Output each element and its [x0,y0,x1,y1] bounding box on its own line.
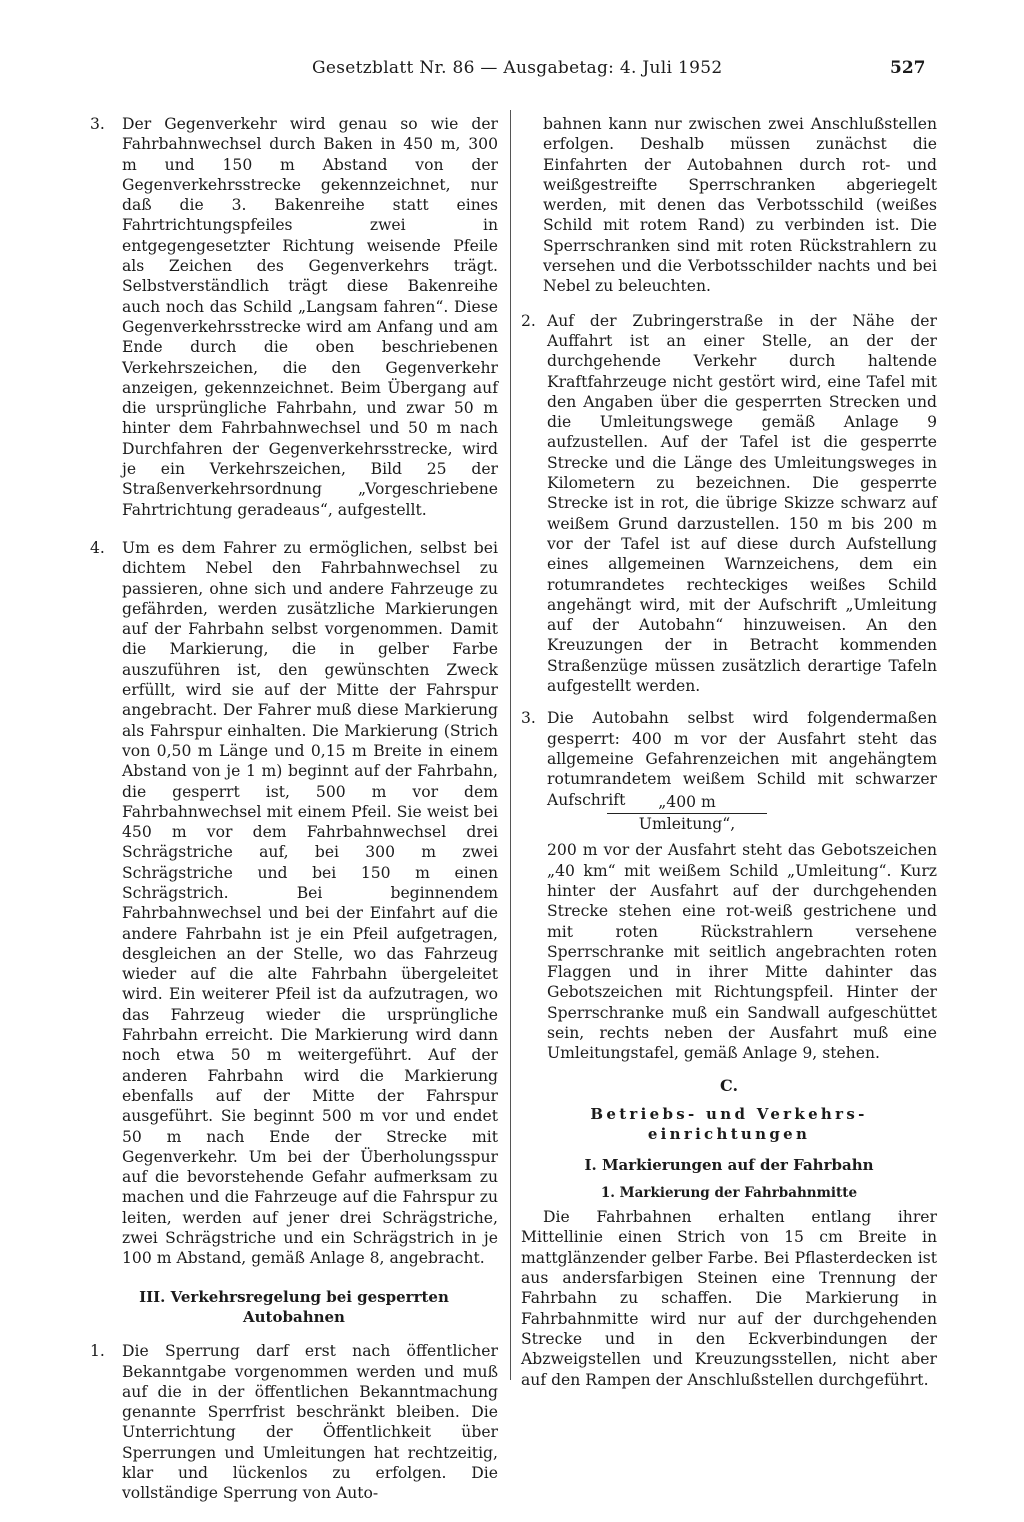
list-item-3 [521,708,937,1063]
list-item-1-continued [521,114,937,297]
inscription-top: „400 m [607,792,767,814]
section-c-title-line1: Betriebs- und Verkehrs- [590,1104,868,1123]
item-number: 3. [90,115,105,133]
list-item-1 [90,1341,498,1503]
inscription-bottom: Umleitung“, [638,815,736,834]
right-column [521,114,937,1390]
gazette-title: Gesetzblatt Nr. 86 — Ausgabetag: 4. Juli 1952 [312,58,723,78]
subsection-heading-1: 1. Markierung der Fahrbahnmitte [600,1184,858,1201]
item-text: Die Sperrung darf erst nach öffentlicher Bekanntgabe vorgenommen werden und muß auf die in der öffentlichen Bekanntmachung genannte Sperrfrist beschränkt bleiben. Die Unterrichtung der Öffentlichkeit über Sperrungen und Umleitungen hat rechtzeitig, klar und lückenlos zu erfolgen. Die vollständige Sperrung von Auto- [122,1342,498,1503]
item-text: Der Gegenverkehr wird genau so wie der Fahrbahnwechsel durch Baken in 450 m, 300 m und 150 m Abstand von der Gegenverkehrsstrecke gekennzeichnet, nur daß die 3. Bakenreihe statt eines Fahrtrichtungspfeiles zwei in entgegengesetzter Richtung weisende Pfeile als Zeichen des Gegenverkehrs trägt. Selbstverständlich trägt diese Bakenreihe auch noch das Schild „Langsam fahren“. Diese Gegenverkehrsstrecke wird am Anfang und am Ende durch die oben beschriebenen Verkehrszeichen, die den Gegenverkehr anzeigen, gekennzeichnet. Beim Übergang auf die ursprüngliche Fahrbahn, und zwar 50 m hinter dem Fahrbahnwechsel und 50 m nach Durchfahren der Gegenverkehrsstrecke, wird je ein Verkehrszeichen, Bild 25 der Straßenverkehrsordnung „Vorgeschriebene Fahrtrichtung geradeaus“, aufgestellt. [122,115,498,519]
item-number: 4. [90,538,105,557]
section-heading-III: III. Verkehrsregelung bei gesperrten Autobahnen [139,1287,449,1326]
section-c-title-line2: einrichtungen [647,1125,811,1144]
section-letter-c: C. [719,1075,739,1095]
page-header [0,58,1024,86]
list-item-4 [90,538,498,1269]
sign-inscription [607,792,767,835]
item-text: Um es dem Fahrer zu ermöglichen, selbst bei dichtem Nebel den Fahrbahnwechsel zu passieren, ohne sich und andere Fahrzeuge zu gefährden, werden zusätzliche Markierungen auf der Fahrbahn selbst vorgenommen. Damit die Markierung, die in gelber Farbe auszuführen ist, den gewünschten Zweck erfüllt, wird sie auf der Mitte der Fahrspur angebracht. Der Fahrer muß diese Markierung als Fahrspur einhalten. Die Markierung (Strich von 0,50 m Länge und 0,15 m Breite in einem Abstand von je 1 m) beginnt auf der Fahrbahn, die gesperrt ist, 500 m vor dem Fahrbahnwechsel mit einem Pfeil. Sie weist bei 450 m vor dem Fahrbahnwechsel drei Schrägstriche auf, bei 300 m zwei Schrägstriche und bei 150 m einen Schrägstrich. Bei beginnendem Fahrbahnwechsel und bei der Einfahrt auf die andere Fahrbahn ist je ein Pfeil aufgetragen, desgleichen an der Stelle, wo das Fahrzeug wieder auf die alte Fahrbahn übergeleitet wird. Ein weiterer Pfeil ist da aufzutragen, wo das Fahrzeug wieder die ursprüngliche Fahrbahn erreicht. Die Markierung wird dann noch etwa 50 m weitergeführt. Auf der anderen Fahrbahn wird die Markierung ebenfalls auf der Mitte der Fahrspur ausgeführt. Sie beginnt 500 m vor und endet 50 m nach Ende der Strecke mit Gegenverkehr. Um bei der Überholungsspur auf die bevorstehende Gefahr aufmerksam zu machen und die Fahrzeuge auf die Fahrspur zu leiten, werden auf jener drei Schrägstriche, zwei Schrägstriche und ein Schrägstrich in je 100 m Abstand, gemäß Anlage 8, angebracht. [122,538,498,1268]
subsection-heading-I: I. Markierungen auf der Fahrbahn [584,1155,874,1174]
left-column [90,114,498,1522]
list-item-2 [521,311,937,697]
item-text: bahnen kann nur zwischen zwei Anschlußstellen erfolgen. Deshalb müssen zunächst die Einfahrten der Autobahnen durch rot- und weißgestreifte Sperrschranken abgeriegelt werden, mit denen das Verbotsschild (weißes Schild mit rotem Rand) zu verbinden ist. Die Sperrschranken sind mit roten Rückstrahlern zu versehen und die Verbotsschilder nachts und bei Nebel zu beleuchten. [543,115,937,296]
column-divider [510,110,511,1380]
item-text-a: Die Autobahn selbst wird folgendermaßen gesperrt: 400 m vor der Ausfahrt steht das allgemeine Gefahrenzeichen mit angehängtem rotumrandetem weißem Schild mit schwarzer Aufschrift [547,709,937,809]
page-number: 527 [890,58,926,78]
item-number: 1. [90,1342,105,1361]
item-text-b: 200 m vor der Ausfahrt steht das Gebotszeichen „40 km“ mit weißem Schild „Umleitung“. Kurz hinter der Ausfahrt auf der durchgehenden Strecke stehen eine rot-weiß gestrichene und mit roten Rückstrahlern versehene Sperrschranke mit seitlich angebrachten roten Flaggen und in ihrer Mitte dahinter das Gebotszeichen mit Richtungspfeil. Hinter der Sperrschranke muß ein Sandwall aufgeschüttet sein, rechts neben der Ausfahrt muß eine Umleitungstafel, gemäß Anlage 9, stehen. [547,841,937,1063]
list-item-3 [90,114,498,520]
item-number: 2. [521,311,536,330]
item-number: 3. [521,709,536,728]
paragraph: Die Fahrbahnen erhalten entlang ihrer Mittellinie einen Strich von 15 cm Breite in mattglänzender gelber Farbe. Bei Pflasterdecken ist aus andersfarbigen Steinen eine Trennung der Fahrbahn zu schaffen. Die Markierung in Fahrbahnmitte wird nur auf der durchgehenden Strecke und in den Eckverbindungen der Abzweigstellen und Kreuzungsstellen, nicht aber auf den Rampen der Anschlußstellen durchgeführt. [521,1208,937,1389]
item-text: Auf der Zubringerstraße in der Nähe der Auffahrt ist an einer Stelle, an der der durchgehende Verkehr durch haltende Kraftfahrzeuge nicht gestört wird, eine Tafel mit den Angaben über die gesperrten Strecken und die Umleitungswege gemäß Anlage 9 aufzustellen. Auf der Tafel ist die gesperrte Strecke und die Länge des Umleitungsweges in Kilometern zu bezeichnen. Die gesperrte Strecke ist in rot, die übrige Skizze schwarz auf weißem Grund darzustellen. 150 m bis 200 m vor der Tafel ist auf diese durch Aufstellung eines allgemeinen Warnzeichens, dem ein rotumrandetes rechteckiges weißes Schild angehängt wird, mit der Aufschrift „Umleitung auf der Autobahn“ hinzuweisen. An den Kreuzungen der in Betracht kommenden Straßenzüge müssen zusätzlich derartige Tafeln aufgestellt werden. [547,311,937,696]
